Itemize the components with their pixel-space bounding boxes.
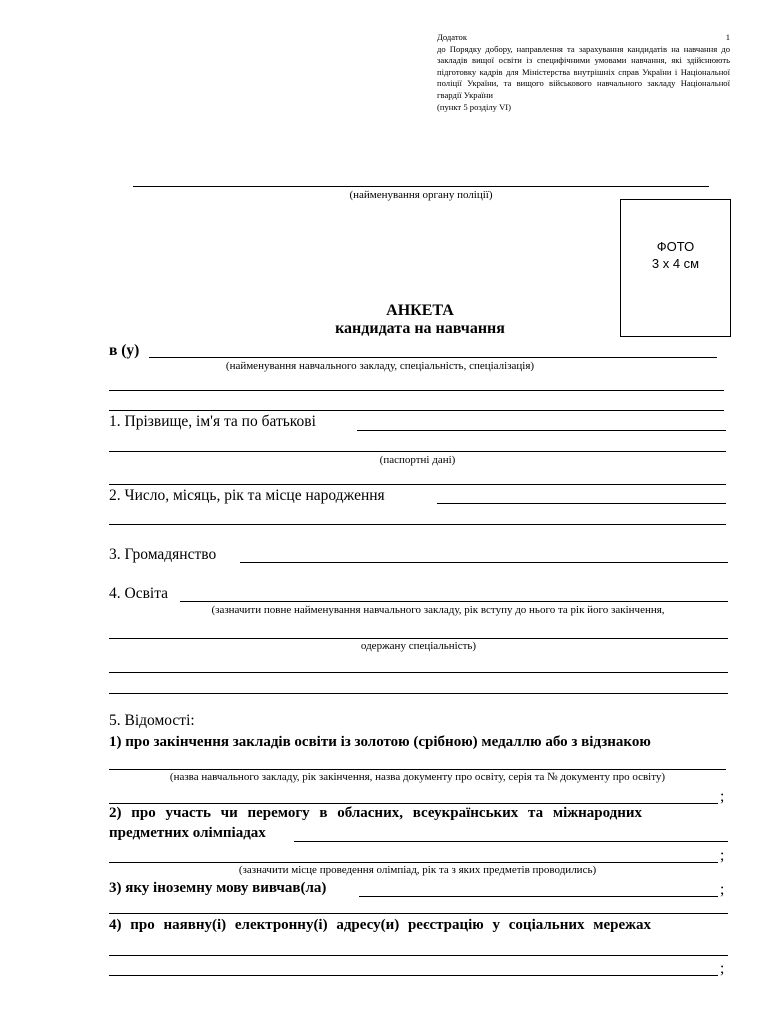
- info3-line-2[interactable]: [109, 913, 728, 914]
- birth-line-2[interactable]: [109, 524, 726, 525]
- full-name-line[interactable]: [357, 430, 726, 431]
- info4-line-2[interactable]: [109, 975, 718, 976]
- citizenship-line[interactable]: [240, 562, 728, 563]
- info2-line[interactable]: [294, 841, 728, 842]
- appendix-label: Додаток: [437, 32, 467, 42]
- info4-semicolon: ;: [720, 960, 725, 977]
- birth-label: 2. Число, місяць, рік та місце народження: [109, 487, 385, 504]
- appendix-text: до Порядку добору, направлення та зарахування кандидатів на навчання до закладів вищої освіти із специфічними умовами навчання, які здійснюють підготовку кадрів для Міністерства внутрішніх справ України і Національної поліції України, та вищого військового навчального закладу Національної гвардії України: [437, 43, 730, 100]
- form-title: АНКЕТА: [386, 302, 454, 319]
- form-subtitle: кандидата на навчання: [335, 320, 505, 337]
- appendix-clause: (пункт 5 розділу VI): [437, 101, 512, 112]
- education-line-2[interactable]: [109, 638, 728, 639]
- institution-line-3[interactable]: [109, 410, 724, 411]
- info2-line-2[interactable]: [109, 862, 718, 863]
- info3-semicolon: ;: [720, 881, 725, 898]
- institution-line-2[interactable]: [109, 390, 724, 391]
- info2-line1: [109, 805, 729, 822]
- info2-caption: (зазначити місце проведення олімпіад, рік та з яких предметів проводились): [238, 864, 597, 876]
- police-body-caption: (найменування органу поліції): [349, 189, 493, 201]
- education-caption: (зазначити повне найменування навчального закладу, рік вступу до нього та рік його закінчення,: [211, 604, 665, 616]
- info1-semicolon: ;: [720, 788, 725, 805]
- info2-semicolon: ;: [720, 847, 725, 864]
- info3-label: 3) яку іноземну мову вивчав(ла): [109, 880, 327, 896]
- info1-caption: (назва навчального закладу, рік закінчення, назва документу про освіту, серія та № документу про освіту): [169, 771, 666, 783]
- info2-text-1: 2) про участь чи перемогу в обласних, всеукраїнських та міжнародних: [109, 805, 643, 821]
- info-label: 5. Відомості:: [109, 712, 195, 729]
- passport-line[interactable]: [109, 451, 726, 452]
- education-label: 4. Освіта: [109, 585, 169, 602]
- police-body-line[interactable]: [133, 186, 709, 187]
- passport-caption: (паспортні дані): [379, 454, 456, 466]
- appendix-header: [437, 32, 730, 113]
- info1-label: 1) про закінчення закладів освіти із золотою (срібною) медаллю або з відзнакою: [109, 734, 651, 750]
- institution-label: в (у): [109, 342, 140, 359]
- photo-size: 3 х 4 см: [651, 256, 700, 271]
- birth-line[interactable]: [437, 503, 726, 504]
- info1-line[interactable]: [109, 769, 726, 770]
- specialty-caption: одержану спеціальність): [360, 640, 477, 652]
- info3-line[interactable]: [359, 896, 718, 897]
- education-line[interactable]: [180, 601, 728, 602]
- passport-line-2[interactable]: [109, 484, 726, 485]
- info4-line[interactable]: [109, 955, 728, 956]
- photo-label: ФОТО: [656, 239, 695, 254]
- info1-line-2[interactable]: [109, 803, 718, 804]
- education-line-4[interactable]: [109, 693, 728, 694]
- full-name-label: 1. Прізвище, ім'я та по батькові: [109, 413, 316, 430]
- institution-line[interactable]: [149, 357, 717, 358]
- info4-label: 4) про наявну(і) електронну(і) адресу(и) реєстрацію у соціальних мережах: [109, 917, 652, 933]
- appendix-number: 1: [725, 32, 730, 42]
- photo-box: [620, 199, 731, 337]
- institution-caption: (найменування навчального закладу, спеціальність, спеціалізація): [225, 360, 535, 372]
- citizenship-label: 3. Громадянство: [109, 546, 217, 563]
- info2-label: предметних олімпіадах: [109, 825, 266, 841]
- education-line-3[interactable]: [109, 672, 728, 673]
